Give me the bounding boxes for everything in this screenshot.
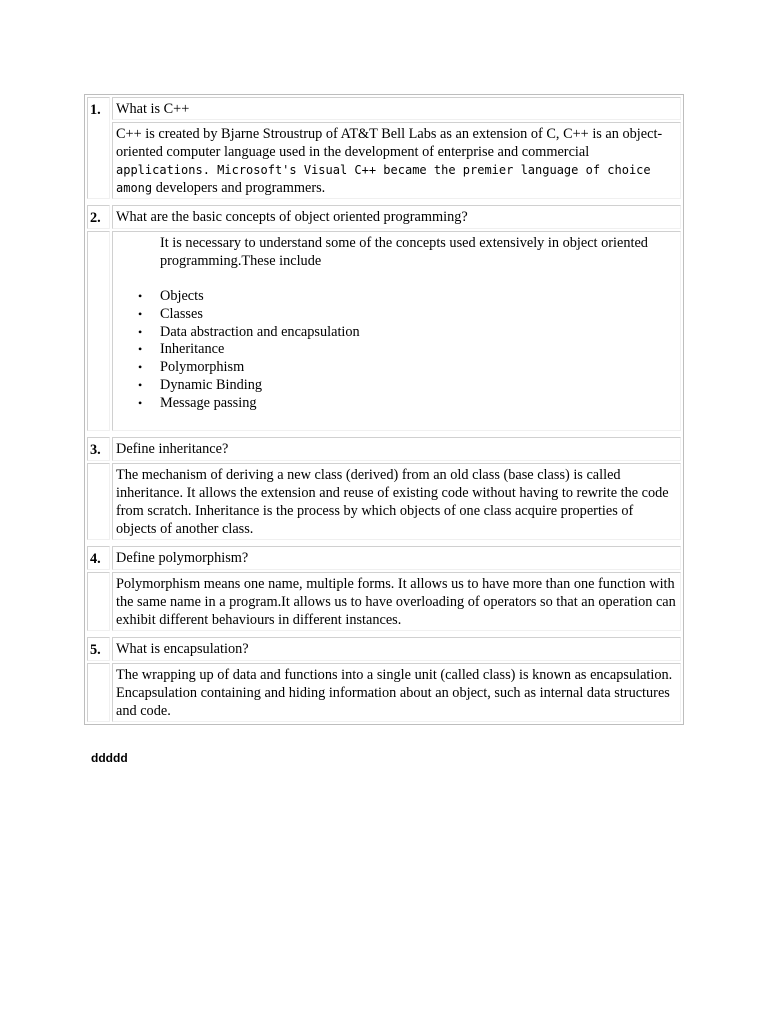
bullet-icon: •: [138, 360, 143, 375]
answer-row-5: [87, 663, 681, 722]
question-row-3: [87, 437, 681, 461]
list-item-label: Polymorphism: [160, 359, 245, 376]
question-number: 5.: [87, 637, 110, 661]
list-item: [138, 359, 677, 377]
answer-text: [112, 122, 681, 199]
question-row-4: [87, 546, 681, 570]
bullet-icon: •: [138, 324, 143, 339]
answer-row-4: [87, 572, 681, 631]
question-number: 2.: [87, 205, 110, 229]
answer-part-mono: applications. Microsoft's Visual C++ became the premier language of choice among: [116, 163, 651, 195]
bullet-icon: •: [138, 395, 143, 410]
concept-list: [116, 288, 677, 413]
list-item: [138, 323, 677, 342]
question-number: 4.: [87, 546, 110, 570]
list-item: [138, 305, 677, 324]
question-text: Define polymorphism?: [112, 546, 681, 570]
bullet-icon: •: [138, 306, 143, 321]
list-item-label: Objects: [160, 288, 204, 304]
list-item-label: Message passing: [160, 394, 257, 411]
answer-row-1: [87, 122, 681, 199]
bullet-icon: •: [138, 289, 143, 303]
answer-intro-block: [116, 234, 677, 270]
bullet-icon: •: [138, 377, 143, 392]
qa-table: [84, 94, 684, 725]
answer-part: developers and programmers.: [152, 180, 326, 196]
question-text: What are the basic concepts of object oriented programming?: [112, 205, 681, 229]
answer-row-2: [87, 231, 681, 431]
answer-intro: It is necessary to understand some of the concepts used extensively in object oriented programming.These include: [160, 235, 648, 269]
question-text: What is C++: [112, 97, 681, 120]
list-item-label: Inheritance: [160, 341, 225, 358]
number-spacer-cell: [87, 572, 110, 631]
answer-text: The mechanism of deriving a new class (derived) from an old class (base class) is called inheritance. It allows the extension and reuse of existing code without having to rewrite the code from scratch. Inheritance is the process by which objects of one class acquire properties of objects of another class.: [112, 463, 681, 540]
number-spacer-cell: [87, 231, 110, 431]
answer-text: The wrapping up of data and functions into a single unit (called class) is known as encapsulation. Encapsulation containing and hiding information about an object, such as internal data structures and code.: [112, 663, 681, 722]
list-item: [138, 394, 677, 413]
answer-text: Polymorphism means one name, multiple forms. It allows us to have more than one function with the same name in a program.It allows us to have overloading of operators so that an operation can exhibit different behaviours in different instances.: [112, 572, 681, 631]
question-row-5: [87, 637, 681, 661]
question-text: Define inheritance?: [112, 437, 681, 461]
footer-text: ddddd: [91, 751, 128, 765]
list-item: [138, 376, 677, 395]
answer-text: [112, 231, 681, 431]
list-item: [138, 288, 677, 306]
number-spacer-cell: [87, 463, 110, 540]
question-number: 1.: [87, 97, 110, 199]
question-row-1: [87, 97, 681, 120]
list-item-label: Classes: [160, 305, 203, 322]
question-row-2: [87, 205, 681, 229]
question-number: 3.: [87, 437, 110, 461]
answer-row-3: [87, 463, 681, 540]
answer-part: C++ is created by Bjarne Stroustrup of AT&T Bell Labs as an extension of C, C++ is an object-oriented computer language used in the development of enterprise and commercial: [116, 126, 663, 160]
list-item-label: Data abstraction and encapsulation: [160, 323, 360, 340]
question-text: What is encapsulation?: [112, 637, 681, 661]
list-item: [138, 341, 677, 359]
bullet-icon: •: [138, 342, 143, 357]
number-spacer-cell: [87, 663, 110, 722]
list-item-label: Dynamic Binding: [160, 376, 263, 393]
